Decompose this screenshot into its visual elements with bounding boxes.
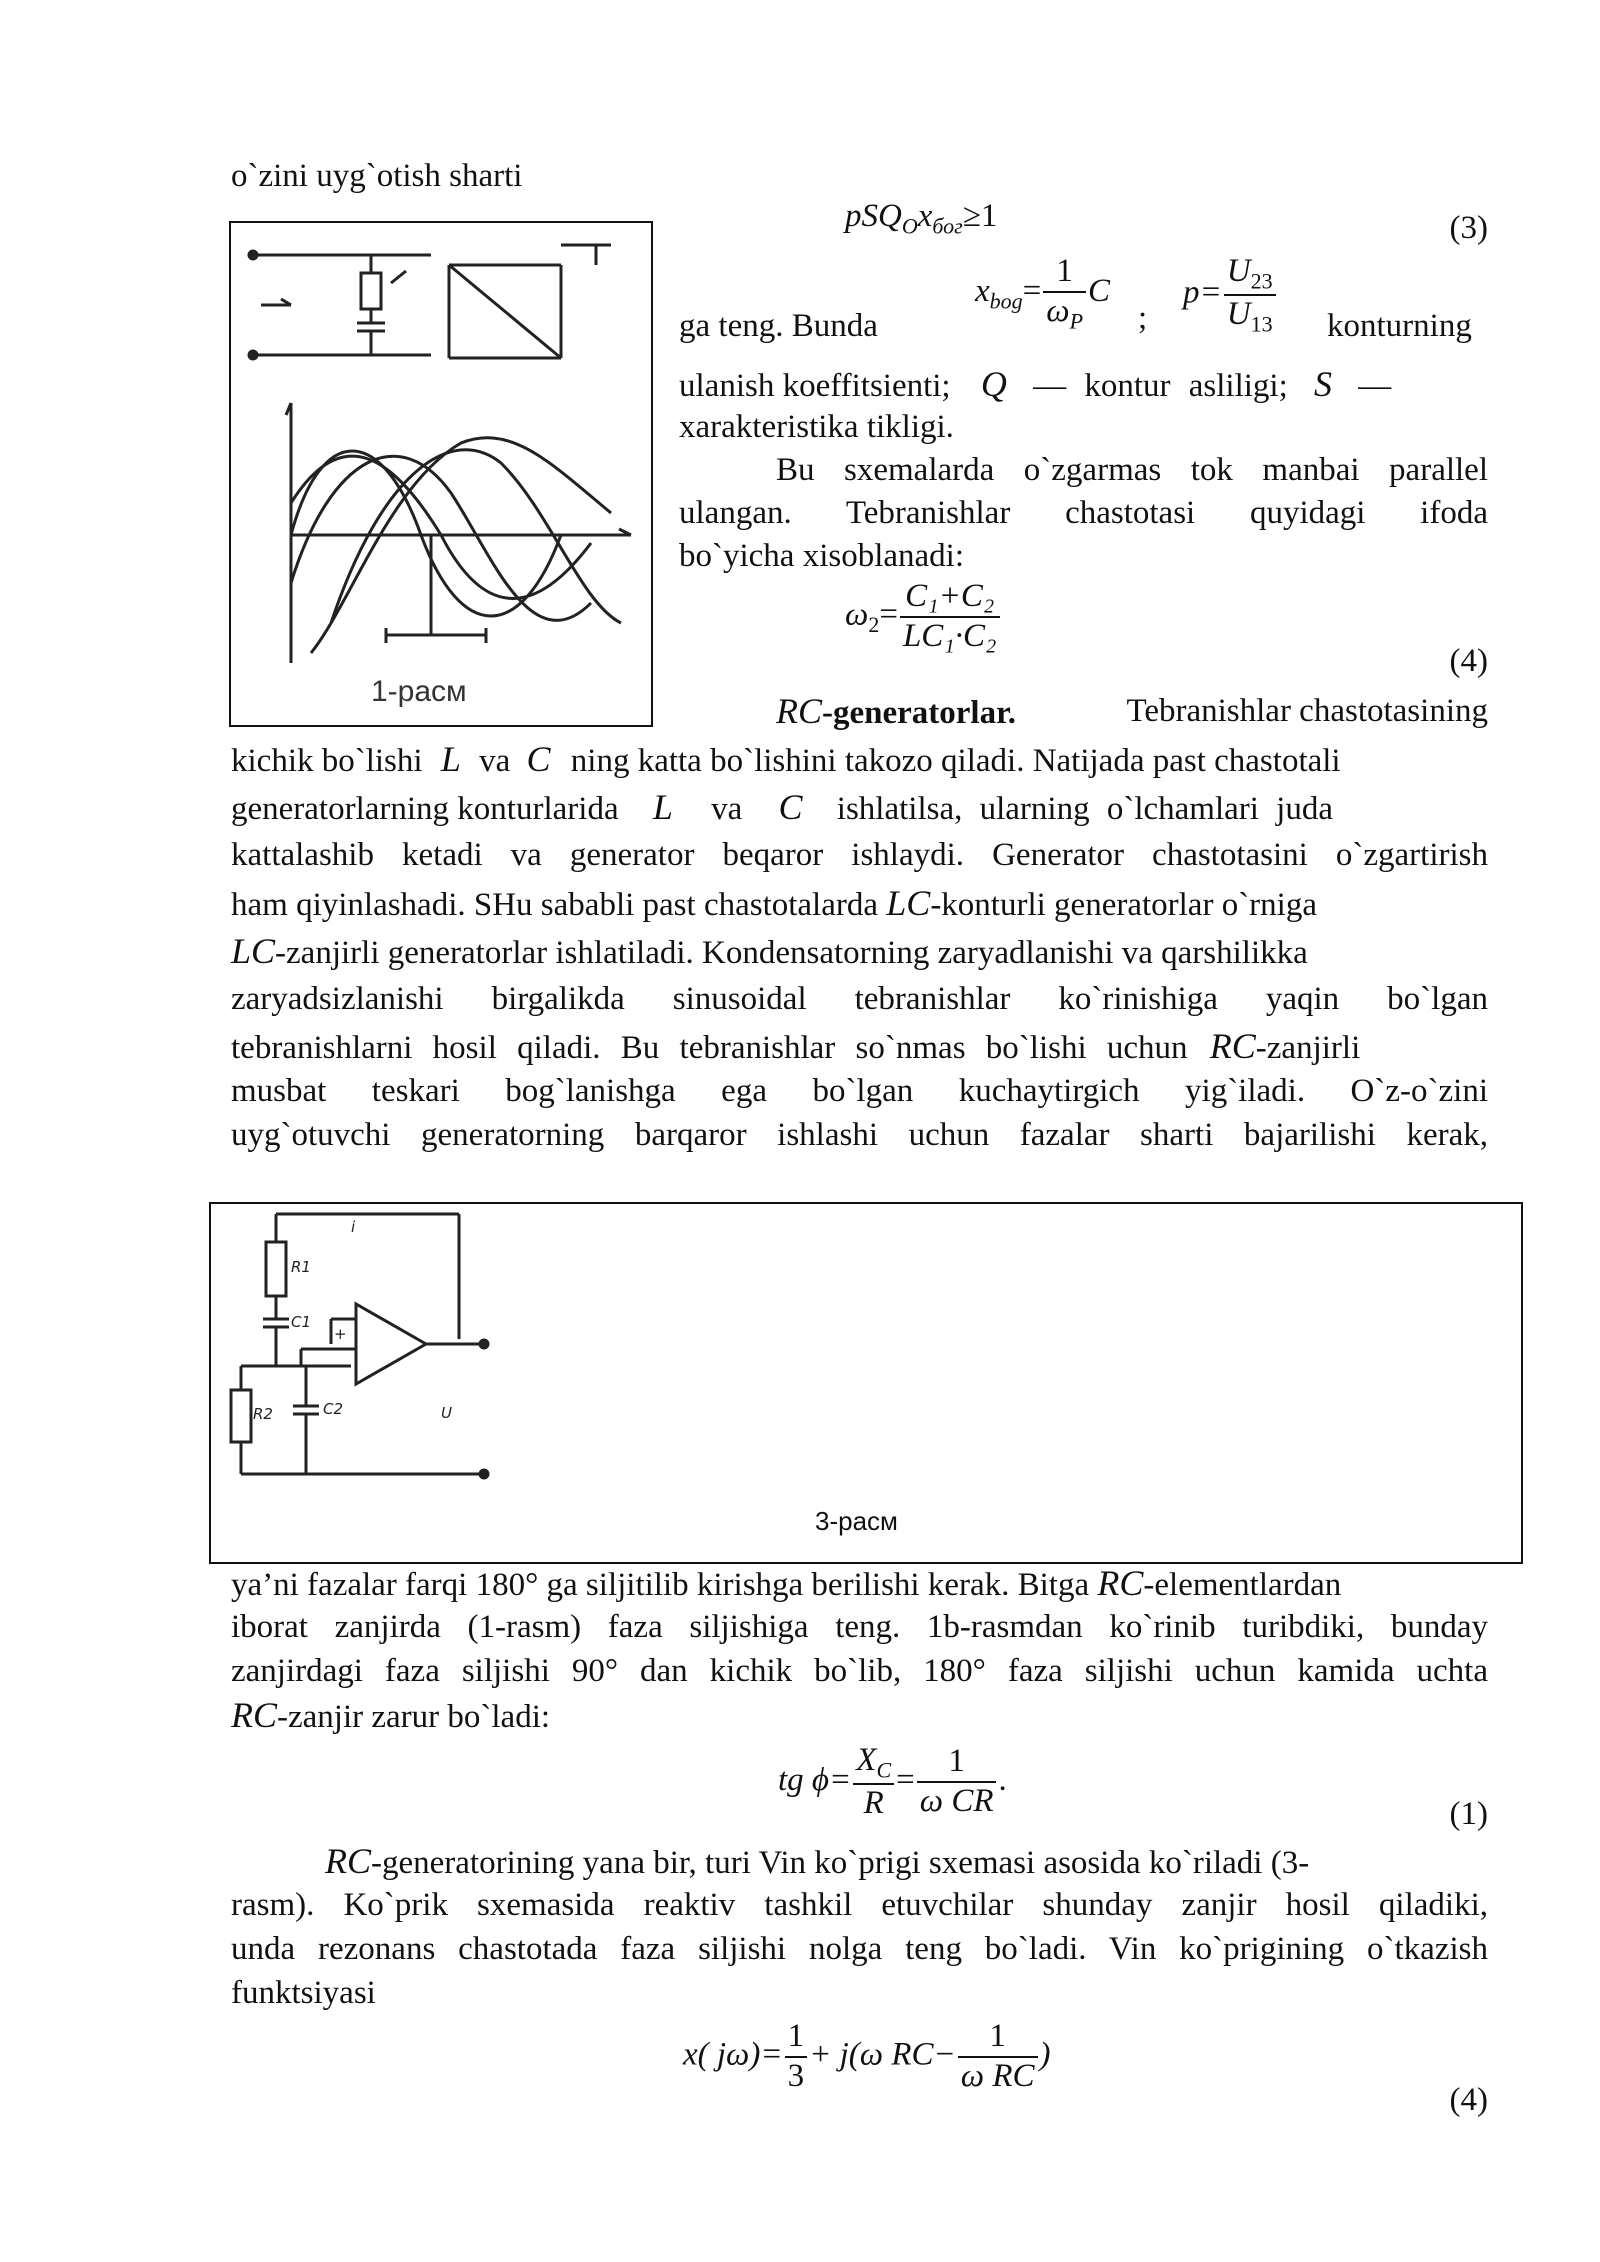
figure-1: [229, 221, 653, 727]
figure-1-drawing: [231, 223, 651, 725]
svg-text:R1: R1: [291, 1258, 311, 1276]
para5-line1: RC-generatorining yana bir, turi Vin ko`prigi sxemasi asosida ko`riladi (3-: [325, 1841, 1310, 1881]
svg-text:R2: R2: [253, 1405, 273, 1423]
equation-1: tg ϕ= $\frac{X_C}{R}$ = $\frac{1}{\text{ω CR}}$ .: [778, 1742, 1007, 1821]
para4-line2: iborat zanjirda (1-rasm) faza siljishiga teng. 1b-rasmdan ko`rinib turibdiki, bunday: [231, 1609, 1488, 1645]
equation-1-number: (1): [1449, 1796, 1488, 1832]
para3-line7: zaryadsizlanishi birgalikda sinusoidal tebranishlar ko`rinishiga yaqin bo`lgan: [231, 981, 1488, 1017]
equation-omega2-number: (4): [1449, 643, 1488, 679]
para3-line8: tebranishlarni hosil qiladi. Bu tebranishlar so`nmas bo`lishi uchun RC-zanjirli: [231, 1026, 1361, 1066]
svg-text:C2: C2: [323, 1400, 344, 1418]
para3-line6: LC-zanjirli generatorlar ishlatiladi. Kondensatorning zaryadlanishi va qarshilikka: [231, 931, 1308, 971]
text-ga-teng: ga teng. Bunda: [679, 308, 878, 344]
para4-line3: zanjirdagi faza siljishi 90° dan kichik bo`lib, 180° faza siljishi uchun kamida uchta: [231, 1653, 1488, 1689]
para1-line3: xarakteristika tikligi.: [679, 409, 954, 445]
para3-line5: ham qiyinlashadi. SHu sababli past chastotalarda LC-konturli generatorlar o`rniga: [231, 883, 1317, 923]
figure-1-caption: 1-расм: [371, 675, 467, 708]
p-definition: p= $\frac{U_{23}}{U_{13}}$: [1183, 253, 1278, 337]
semicolon: ;: [1138, 300, 1148, 336]
svg-text:i: i: [351, 1218, 356, 1236]
figure-3-caption: 3-расм: [815, 1506, 898, 1536]
para3-line10: uyg`otuvchi generatorning barqaror ishlashi uchun fazalar sharti bajarilishi kerak,: [231, 1117, 1488, 1153]
equation-4b-number: (4): [1449, 2082, 1488, 2118]
text-konturning: konturning: [1327, 308, 1472, 344]
intro-text: o`zini uyg`otish sharti: [231, 158, 523, 194]
para5-line3: unda rezonans chastotada faza siljishi nolga teng bo`ladi. Vin ko`prigining o`tkazish: [231, 1931, 1488, 1967]
para2-line1: Bu sxemalarda o`zgarmas tok manbai parallel: [776, 452, 1488, 488]
equation-3-number: (3): [1449, 210, 1488, 246]
para5-line4: funktsiyasi: [231, 1975, 376, 2011]
para2-line2: ulangan. Tebranishlar chastotasi quyidagi ifoda: [679, 495, 1488, 531]
para1-line2: ulanish koeffitsienti; Q — kontur asliligi; S —: [679, 364, 1392, 404]
equation-4b: x( jω)= $\frac{1}{3}$ + j(ω RC− $\frac{1}{\text{ω RC}}$ ): [683, 2018, 1051, 2094]
para3-line4: kattalashib ketadi va generator beqaror ishlaydi. Generator chastotasini o`zgartirish: [231, 837, 1488, 873]
para3-line1: RC-generatorlar. Tebranishlar chastotasining: [776, 691, 1488, 731]
para2-line3: bo`yicha xisoblanadi:: [679, 538, 965, 574]
svg-text:U: U: [441, 1404, 452, 1422]
equation-omega2: $\omega_2=$ $\frac{\text{C₁+C₂}}{\text{LC₁·C₂}}$: [845, 578, 1002, 656]
para4-line1: ya’ni fazalar farqi 180° ga siljitilib kirishga berilishi kerak. Bitga RC-elementlardan: [231, 1563, 1342, 1603]
xbog-definition: $x_{bog}=$ $\frac{1}{\omega_P}$ C: [975, 253, 1111, 334]
para4-line4: RC-zanjir zarur bo`ladi:: [231, 1695, 551, 1735]
para5-line2: rasm). Ko`prik sxemasida reaktiv tashkil etuvchilar shunday zanjir hosil qiladiki,: [231, 1887, 1488, 1923]
para3-line9: musbat teskari bog`lanishga ega bo`lgan kuchaytirgich yig`iladi. O`z-o`zini: [231, 1073, 1488, 1109]
svg-text:C1: C1: [291, 1313, 312, 1331]
svg-text:+: +: [334, 1325, 347, 1343]
equation-3: $pSQ_Ox_{бог}\ge 1$: [845, 198, 998, 239]
para3-line3: generatorlarning konturlarida L va C ishlatilsa, ularning o`lchamlari juda: [231, 787, 1333, 827]
para3-line2: kichik bo`lishi L va C ning katta bo`lishini takozo qiladi. Natijada past chastotali: [231, 739, 1341, 779]
figure-3: [209, 1202, 1523, 1564]
